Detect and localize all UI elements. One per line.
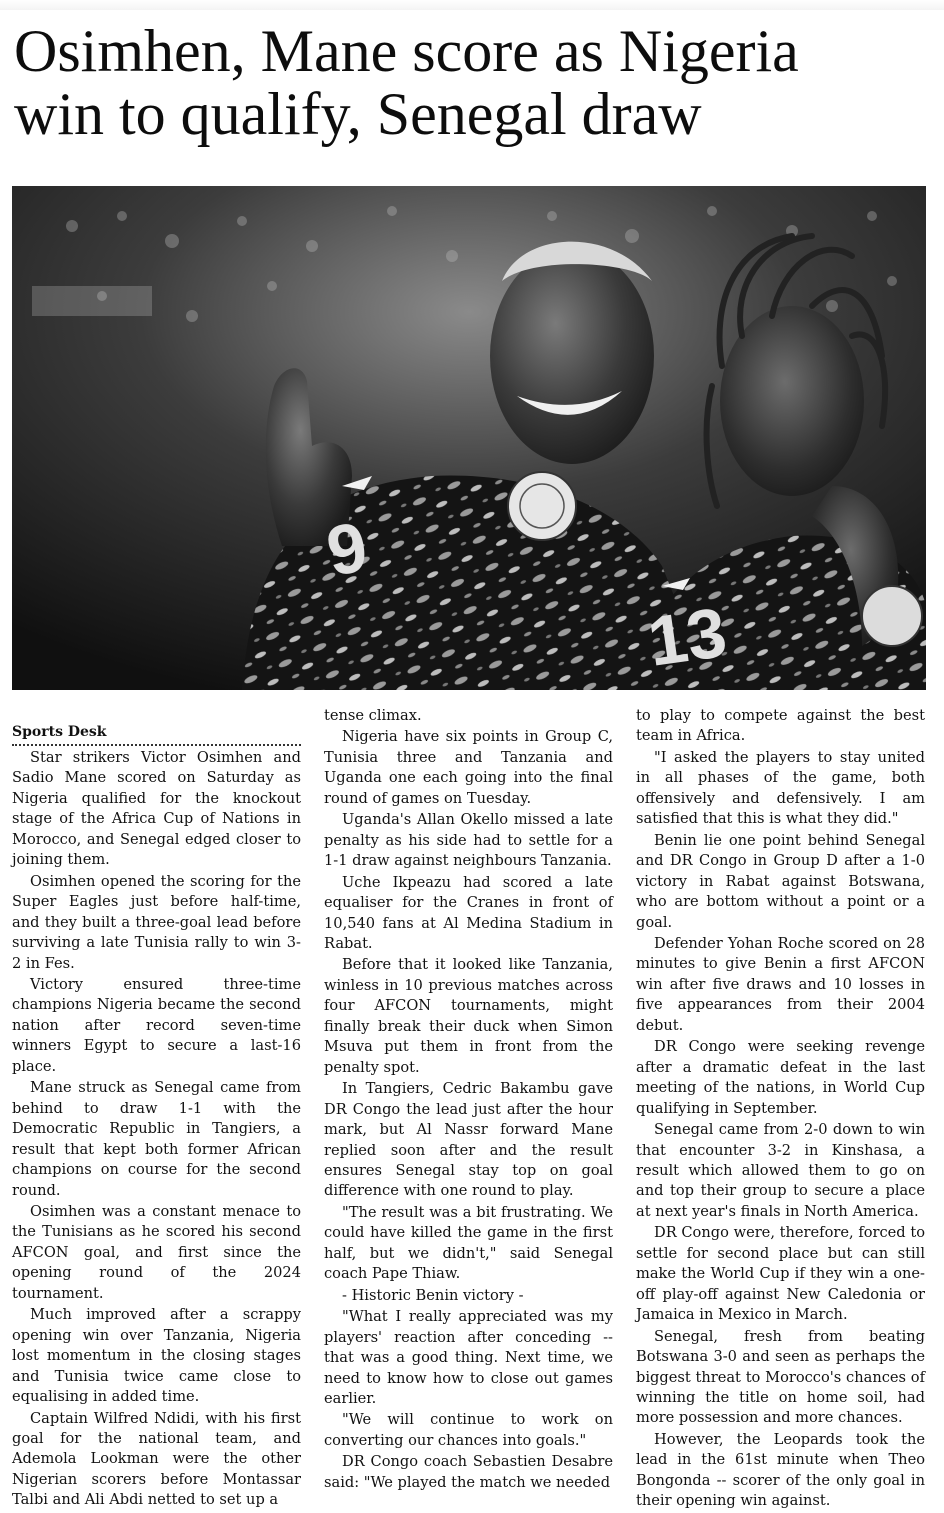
paragraph: to play to compete against the best team in Africa. [636,707,925,745]
column-3 [636,706,925,1513]
column-1 [12,722,301,1512]
federation-badge-icon [508,472,576,540]
paragraph: "What I really appreciated was my players' reaction after conceding -- that was a good thing. Next time, we need to know how to close out games earlier. [324,1308,613,1407]
paragraph: Before that it looked like Tanzania, winless in 10 previous matches across four AFCON tournaments, might finally break their duck when Simon Msuva put them in front from the penalty spot. [324,956,613,1076]
federation-badge-icon-2 [862,586,922,646]
article-photo [12,186,926,690]
paragraph: Senegal came from 2-0 down to win that encounter 3-2 in Kinshasa, a result which allowed them to go on and top their group to secure a place at next year's finals in North America. [636,1121,925,1220]
paragraph: Osimhen opened the scoring for the Super Eagles just before half-time, and they built a three-goal lead before surviving a late Tunisia rally to win 3-2 in Fes. [12,872,301,972]
paragraph: tense climax. [324,707,422,724]
column-2 [324,706,613,1494]
paragraph: Nigeria have six points in Group C, Tunisia three and Tanzania and Uganda one each going into the final round of games on Tuesday. [324,728,613,807]
paragraph: In Tangiers, Cedric Bakambu gave DR Congo the lead just after the hour mark, but Al Nassr forward Mane replied soon after and the result ensures Senegal stay top on goal difference with one round to play. [324,1080,613,1200]
article-headline [14,20,934,146]
paragraph: Uche Ikpeazu had scored a late equaliser for the Cranes in front of 10,540 fans at Al Medina Stadium in Rabat. [324,873,613,952]
paragraph: Captain Wilfred Ndidi, with his first goal for the national team, and Ademola Lookman were the other Nigerian scorers before Montassar Talbi and Ali Abdi netted to set up a [12,1409,301,1509]
byline: Sports Desk [12,722,301,746]
paragraph: Star strikers Victor Osimhen and Sadio Mane scored on Saturday as Nigeria qualified for the knockout stage of the Africa Cup of Nations in Morocco, and Senegal edged closer to joining them. [12,749,301,869]
paragraph: Victory ensured three-time champions Nigeria became the second nation after record seven-time winners Egypt to secure a last-16 place. [12,975,301,1075]
article-body [12,707,926,1510]
paragraph: Defender Yohan Roche scored on 28 minutes to give Benin a first AFCON win after five draws and 10 losses in five appearances from their 2004 debut. [636,934,925,1034]
paragraph: DR Congo were seeking revenge after a dramatic defeat in the last meeting of the nations, in World Cup qualifying in September. [636,1038,925,1117]
headline-line-1: Osimhen, Mane score as Nigeria [14,18,799,84]
paragraph: Osimhen was a constant menace to the Tunisians as he scored his second AFCON goal, and first since the opening round of the 2024 tournament. [12,1202,301,1302]
paragraph: Mane struck as Senegal came from behind to draw 1-1 with the Democratic Republic in Tangiers, a result that kept both former African champions on course for the second round. [12,1079,301,1199]
paragraph: Benin lie one point behind Senegal and DR Congo in Group D after a 1-0 victory in Rabat against Botswana, who are bottom without a point or a goal. [636,831,925,931]
paragraph: DR Congo coach Sebastien Desabre said: "We played the match we needed [324,1453,613,1491]
paragraph: However, the Leopards took the lead in the 61st minute when Theo Bongonda -- scorer of the only goal in their opening win against. [636,1430,925,1510]
section-subhead: - Historic Benin victory - [342,1286,524,1304]
players-celebrating-image [12,186,926,690]
headline-line-2: win to qualify, Senegal draw [14,81,702,147]
paragraph: Senegal, fresh from beating Botswana 3-0 and seen as perhaps the biggest threat to Morocco's chances of winning the title on home soil, had more possession and more chances. [636,1327,925,1427]
clipped-top-strip [0,0,944,10]
paragraph: "The result was a bit frustrating. We could have killed the game in the first half, but we didn't," said Senegal coach Pape Thiaw. [324,1203,613,1283]
jersey-number-9: 9 [321,507,373,591]
jersey-number-13: 13 [643,592,732,681]
paragraph: "I asked the players to stay united in all phases of the game, both offensively and defensively. I am satisfied that this is what they did." [636,748,925,828]
paragraph: Uganda's Allan Okello missed a late penalty as his side had to settle for a 1-1 draw against neighbours Tanzania. [324,811,613,870]
paragraph: Much improved after a scrappy opening win over Tanzania, Nigeria lost momentum in the closing stages and Tunisia twice came close to equalising in added time. [12,1306,301,1406]
paragraph: DR Congo were, therefore, forced to settle for second place but can still make the World Cup if they win a one-off play-off against New Caledonia or Jamaica in Mexico in March. [636,1224,925,1324]
paragraph: "We will continue to work on converting our chances into goals." [324,1411,613,1449]
